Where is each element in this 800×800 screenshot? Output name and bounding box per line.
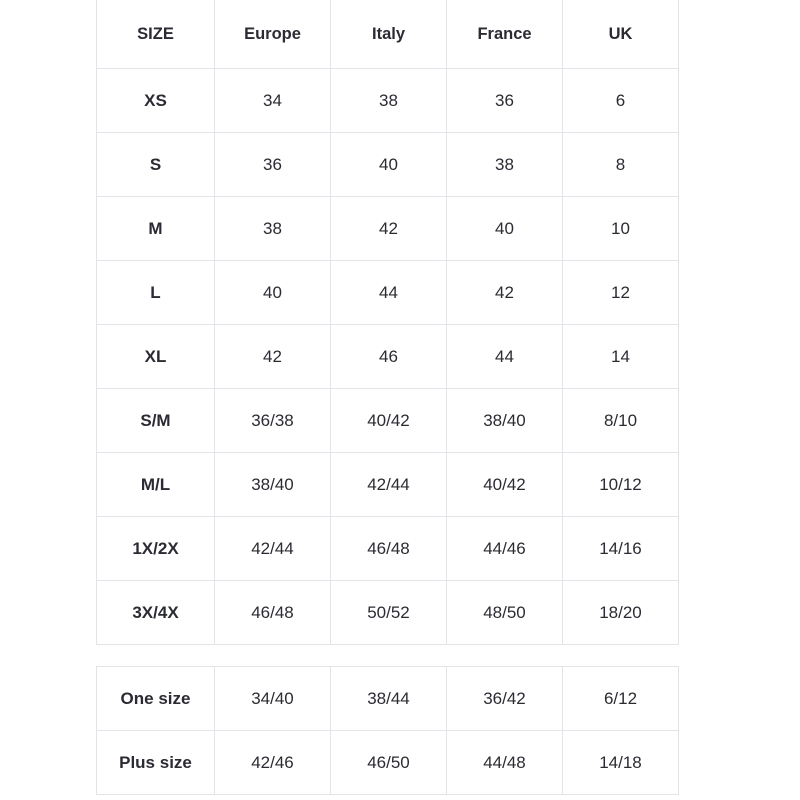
cell-italy: 44 (331, 261, 447, 325)
cell-europe: 38/40 (215, 453, 331, 517)
cell-uk: 8 (563, 133, 679, 197)
row-label: S/M (97, 389, 215, 453)
table-row (97, 731, 679, 795)
table-row (97, 133, 679, 197)
cell-europe: 42/44 (215, 517, 331, 581)
cell-france: 36 (447, 69, 563, 133)
cell-italy: 38 (331, 69, 447, 133)
row-label: XS (97, 69, 215, 133)
cell-france: 48/50 (447, 581, 563, 645)
cell-uk: 8/10 (563, 389, 679, 453)
cell-uk: 10 (563, 197, 679, 261)
cell-italy: 46 (331, 325, 447, 389)
cell-italy: 40/42 (331, 389, 447, 453)
column-header-italy: Italy (331, 0, 447, 69)
cell-france: 38 (447, 133, 563, 197)
cell-italy: 46/48 (331, 517, 447, 581)
row-label: XL (97, 325, 215, 389)
table-row (97, 453, 679, 517)
table-row (97, 389, 679, 453)
table-row (97, 517, 679, 581)
cell-italy: 38/44 (331, 667, 447, 731)
cell-italy: 42/44 (331, 453, 447, 517)
cell-europe: 38 (215, 197, 331, 261)
cell-europe: 36/38 (215, 389, 331, 453)
cell-italy: 40 (331, 133, 447, 197)
cell-europe: 40 (215, 261, 331, 325)
cell-italy: 42 (331, 197, 447, 261)
cell-europe: 36 (215, 133, 331, 197)
cell-france: 44/48 (447, 731, 563, 795)
column-header-france: France (447, 0, 563, 69)
cell-uk: 14 (563, 325, 679, 389)
row-label: S (97, 133, 215, 197)
table-row (97, 667, 679, 731)
cell-europe: 42 (215, 325, 331, 389)
row-label: L (97, 261, 215, 325)
column-header-size: SIZE (97, 0, 215, 69)
table-header-row (97, 0, 679, 69)
row-label: Plus size (97, 731, 215, 795)
cell-france: 44 (447, 325, 563, 389)
cell-france: 38/40 (447, 389, 563, 453)
table-row (97, 261, 679, 325)
cell-europe: 42/46 (215, 731, 331, 795)
cell-italy: 46/50 (331, 731, 447, 795)
row-label: M/L (97, 453, 215, 517)
cell-italy: 50/52 (331, 581, 447, 645)
table-row (97, 197, 679, 261)
table-row (97, 69, 679, 133)
table-row (97, 581, 679, 645)
row-label: 3X/4X (97, 581, 215, 645)
cell-europe: 34/40 (215, 667, 331, 731)
row-label: One size (97, 667, 215, 731)
cell-europe: 46/48 (215, 581, 331, 645)
column-header-europe: Europe (215, 0, 331, 69)
one-size-conversion-table (96, 666, 679, 795)
cell-uk: 10/12 (563, 453, 679, 517)
size-conversion-table (96, 0, 679, 645)
cell-france: 42 (447, 261, 563, 325)
row-label: M (97, 197, 215, 261)
cell-uk: 12 (563, 261, 679, 325)
row-label: 1X/2X (97, 517, 215, 581)
cell-france: 40/42 (447, 453, 563, 517)
cell-uk: 14/16 (563, 517, 679, 581)
cell-uk: 14/18 (563, 731, 679, 795)
column-header-uk: UK (563, 0, 679, 69)
cell-uk: 6 (563, 69, 679, 133)
cell-france: 40 (447, 197, 563, 261)
cell-france: 44/46 (447, 517, 563, 581)
cell-uk: 6/12 (563, 667, 679, 731)
cell-uk: 18/20 (563, 581, 679, 645)
cell-europe: 34 (215, 69, 331, 133)
table-row (97, 325, 679, 389)
cell-france: 36/42 (447, 667, 563, 731)
